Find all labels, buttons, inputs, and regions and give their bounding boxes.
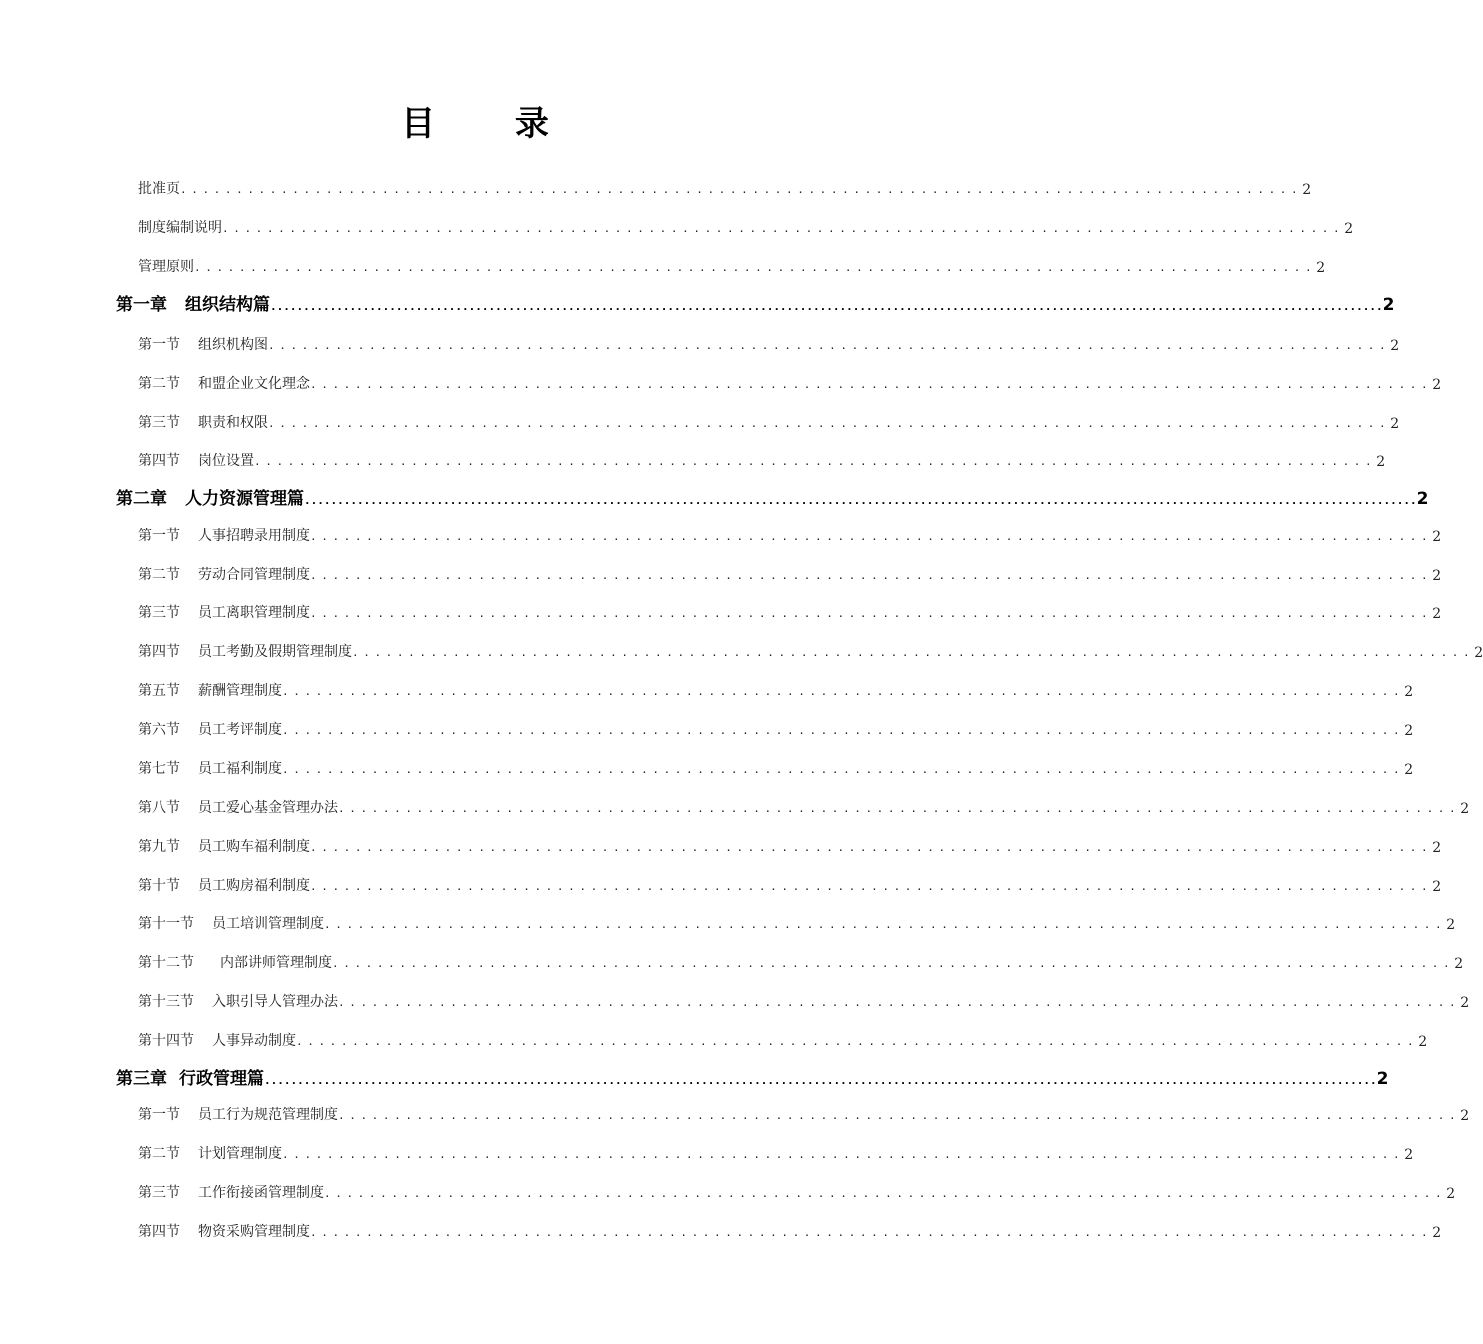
toc-entry[interactable] (138, 709, 1414, 739)
toc-section-number: 第三节 (138, 605, 180, 621)
dot-leader: .................................................................................................... (310, 530, 1433, 543)
toc-entry-page: 2 (1404, 1147, 1414, 1163)
toc-section-number: 第七节 (138, 761, 180, 777)
toc-entry-page: 2 (1460, 1108, 1470, 1124)
toc-entry[interactable] (138, 168, 1312, 198)
toc-entry-name: 组织机构图 (198, 337, 268, 353)
toc-section-number: 第四节 (138, 453, 180, 469)
dot-leader: .................................................................................................... (282, 685, 1405, 698)
toc-entry-name: 员工离职管理制度 (198, 605, 310, 621)
dot-leader: .................................................................................................... (332, 957, 1455, 970)
toc-chapter-name: 人力资源管理篇 (185, 489, 304, 509)
toc-entry-page: 2 (1454, 956, 1464, 972)
dot-leader: .................................................................................................... (310, 880, 1433, 893)
toc-entry-name: 薪酬管理制度 (198, 683, 282, 699)
toc-entry-page: 2 (1316, 260, 1326, 276)
dot-leader: ........................................................................................................................................................................ (270, 300, 1383, 313)
toc-entry-name: 人事招聘录用制度 (198, 528, 310, 544)
toc-entry[interactable] (138, 748, 1414, 778)
dot-leader: ........................................................................................................................................................................ (304, 494, 1417, 507)
dot-leader: .................................................................................................... (324, 1187, 1447, 1200)
toc-section-number: 第十二节 (138, 955, 194, 971)
toc-entry-name: 员工行为规范管理制度 (198, 1107, 338, 1123)
toc-entry-name: 物资采购管理制度 (198, 1224, 310, 1240)
dot-leader: .................................................................................................... (254, 455, 1377, 468)
toc-section-number: 第五节 (138, 683, 180, 699)
toc-section-number: 第一节 (138, 528, 180, 544)
toc-entry[interactable] (138, 554, 1442, 584)
dot-leader: .................................................................................................... (338, 996, 1461, 1009)
dot-leader: .................................................................................................... (310, 607, 1433, 620)
toc-entry-page: 2 (1432, 879, 1442, 895)
dot-leader: ........................................................................................................................................................................ (264, 1074, 1377, 1087)
toc-entry[interactable] (138, 981, 1470, 1011)
toc-chapter-page: 2 (1382, 295, 1395, 315)
toc-chapter-number: 第一章 (116, 295, 167, 315)
toc-entry-name: 员工爱心基金管理办法 (198, 800, 338, 816)
toc-section-number: 第一节 (138, 1107, 180, 1123)
toc-entry-name: 工作衔接函管理制度 (198, 1185, 324, 1201)
toc-section-number: 第六节 (138, 722, 180, 738)
toc-section-number: 第二节 (138, 376, 180, 392)
toc-entry-page: 2 (1302, 182, 1312, 198)
toc-entry-name: 批准页 (138, 181, 180, 197)
toc-entry[interactable] (138, 515, 1442, 545)
dot-leader: .................................................................................................... (310, 841, 1433, 854)
toc-entry-name: 员工培训管理制度 (212, 916, 324, 932)
toc-entry-name: 制度编制说明 (138, 220, 222, 236)
toc-entry-name: 员工考勤及假期管理制度 (198, 644, 352, 660)
toc-entry[interactable] (138, 592, 1442, 622)
toc-entry-page: 2 (1432, 568, 1442, 584)
toc-entry[interactable] (138, 787, 1470, 817)
toc-section-number: 第二节 (138, 567, 180, 583)
dot-leader: .................................................................................................... (310, 1226, 1433, 1239)
toc-entry-page: 2 (1432, 606, 1442, 622)
toc-entry-name: 员工考评制度 (198, 722, 282, 738)
toc-entry-page: 2 (1404, 762, 1414, 778)
dot-leader: .................................................................................................... (282, 1148, 1405, 1161)
toc-entry[interactable] (138, 246, 1326, 276)
toc-entry-name: 劳动合同管理制度 (198, 567, 310, 583)
dot-leader: .................................................................................................... (338, 1109, 1461, 1122)
toc-entry-page: 2 (1474, 645, 1483, 661)
toc-entry-name: 岗位设置 (198, 453, 254, 469)
toc-entry[interactable] (138, 1020, 1428, 1050)
toc-entry[interactable] (138, 363, 1442, 393)
toc-entry-page: 2 (1344, 221, 1354, 237)
toc-chapter-number: 第二章 (116, 489, 167, 509)
toc-section-number: 第十三节 (138, 994, 194, 1010)
toc-entry-page: 2 (1446, 1186, 1456, 1202)
dot-leader: .................................................................................................... (268, 417, 1391, 430)
dot-leader: .................................................................................................... (338, 802, 1461, 815)
toc-section-number: 第三节 (138, 415, 180, 431)
dot-leader: .................................................................................................... (310, 569, 1433, 582)
toc-entry-name: 管理原则 (138, 259, 194, 275)
toc-entry-name: 员工福利制度 (198, 761, 282, 777)
toc-entry-page: 2 (1460, 801, 1470, 817)
toc-entry[interactable] (138, 1172, 1456, 1202)
toc-entry-name: 职责和权限 (198, 415, 268, 431)
toc-entry-page: 2 (1404, 684, 1414, 700)
toc-entry[interactable] (138, 1211, 1442, 1241)
toc-entry[interactable] (138, 1133, 1414, 1163)
toc-entry-name: 员工购房福利制度 (198, 878, 310, 894)
toc-entry[interactable] (138, 324, 1400, 354)
toc-entry-name: 员工购车福利制度 (198, 839, 310, 855)
toc-chapter-number: 第三章 (116, 1069, 167, 1089)
toc-section-number: 第八节 (138, 800, 180, 816)
toc-chapter[interactable] (116, 285, 1395, 315)
toc-entry-page: 2 (1390, 338, 1400, 354)
toc-entry-name: 内部讲师管理制度 (220, 955, 332, 971)
toc-entry[interactable] (138, 440, 1386, 470)
dot-leader: .................................................................................................... (282, 724, 1405, 737)
dot-leader: .................................................................................................... (268, 339, 1391, 352)
toc-chapter[interactable] (116, 1059, 1389, 1089)
dot-leader: .................................................................................................... (282, 763, 1405, 776)
toc-section-number: 第四节 (138, 644, 180, 660)
toc-entry-page: 2 (1432, 377, 1442, 393)
toc-section-number: 第四节 (138, 1224, 180, 1240)
toc-entry[interactable] (138, 1094, 1470, 1124)
toc-chapter-name: 行政管理篇 (179, 1069, 264, 1089)
toc-entry[interactable] (138, 207, 1354, 237)
toc-section-number: 第一节 (138, 337, 180, 353)
toc-entry[interactable] (138, 942, 1464, 972)
dot-leader: .................................................................................................... (296, 1035, 1419, 1048)
toc-entry-page: 2 (1404, 723, 1414, 739)
toc-entry-page: 2 (1460, 995, 1470, 1011)
toc-entry[interactable] (138, 402, 1400, 432)
dot-leader: .................................................................................................... (324, 918, 1447, 931)
toc-section-number: 第十一节 (138, 916, 194, 932)
toc-entry[interactable] (138, 670, 1414, 700)
toc-entry-name: 和盟企业文化理念 (198, 376, 310, 392)
toc-entry-page: 2 (1446, 917, 1456, 933)
toc-entry-page: 2 (1432, 1225, 1442, 1241)
toc-entry-page: 2 (1418, 1034, 1428, 1050)
toc-entry[interactable] (138, 826, 1442, 856)
dot-leader: .................................................................................................... (310, 378, 1433, 391)
toc-entry-page: 2 (1432, 840, 1442, 856)
toc-entry[interactable] (138, 865, 1442, 895)
dot-leader: .................................................................................................... (222, 222, 1345, 235)
toc-section-number: 第二节 (138, 1146, 180, 1162)
toc-chapter-page: 2 (1416, 489, 1429, 509)
toc-entry[interactable] (138, 631, 1483, 661)
page-title: 目 录 (401, 104, 583, 144)
dot-leader: .................................................................................................... (180, 183, 1303, 196)
toc-chapter-page: 2 (1376, 1069, 1389, 1089)
toc-section-number: 第十四节 (138, 1033, 194, 1049)
toc-entry-page: 2 (1376, 454, 1386, 470)
toc-entry-page: 2 (1390, 416, 1400, 432)
toc-section-number: 第九节 (138, 839, 180, 855)
toc-entry-name: 入职引导人管理办法 (212, 994, 338, 1010)
toc-entry-name: 人事异动制度 (212, 1033, 296, 1049)
toc-entry[interactable] (138, 903, 1456, 933)
toc-section-number: 第三节 (138, 1185, 180, 1201)
toc-chapter-name: 组织结构篇 (185, 295, 270, 315)
dot-leader: .................................................................................................... (352, 646, 1475, 659)
toc-entry-page: 2 (1432, 529, 1442, 545)
toc-chapter[interactable] (116, 479, 1429, 509)
toc-section-number: 第十节 (138, 878, 180, 894)
dot-leader: .................................................................................................... (194, 261, 1317, 274)
toc-entry-name: 计划管理制度 (198, 1146, 282, 1162)
